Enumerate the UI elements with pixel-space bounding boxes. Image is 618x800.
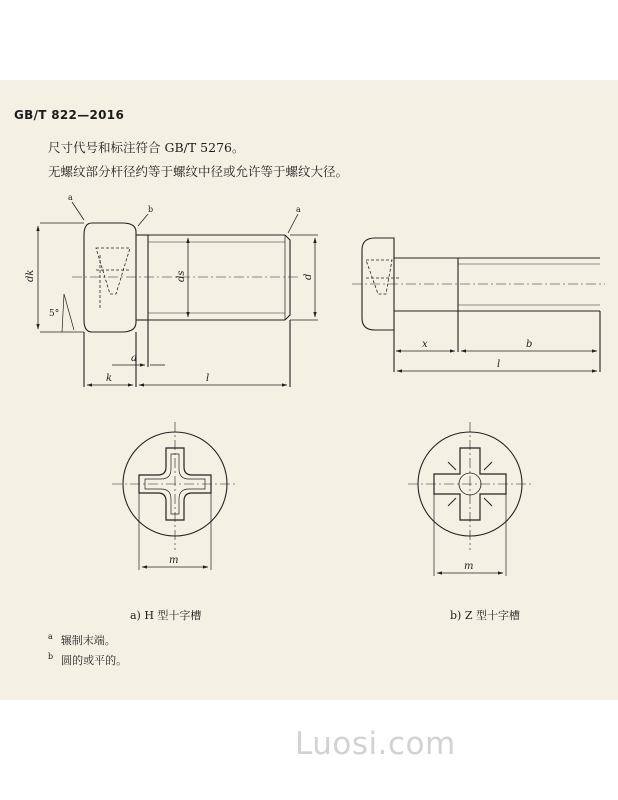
caption-z-type: b) Z 型十字槽 xyxy=(450,609,520,622)
footnote-marker: b xyxy=(48,652,54,662)
footnote-text: 圆的或平的。 xyxy=(61,654,128,667)
side-view-left xyxy=(38,202,318,387)
label-angle: 5° xyxy=(49,309,60,319)
label-x: x xyxy=(422,339,428,350)
caption-h-type: a) H 型十字槽 xyxy=(130,609,202,622)
label-dk: dk xyxy=(25,269,36,282)
paragraph-shank-diameter: 无螺纹部分杆径约等于螺纹中径或允许等于螺纹大径。 xyxy=(48,164,349,179)
label-ds: ds xyxy=(176,270,187,282)
label-b: b xyxy=(526,339,533,350)
top-view-z-type xyxy=(408,422,532,576)
paragraph-dimension-notation: 尺寸代号和标注符合 GB/T 5276。 xyxy=(48,140,245,155)
label-note-a-end: a xyxy=(296,205,301,214)
screw-technical-drawing xyxy=(0,80,618,700)
footnote-text: 辗制末端。 xyxy=(60,634,116,647)
footnote-marker: a xyxy=(48,632,53,642)
label-m-left: m xyxy=(169,555,179,566)
label-m-right: m xyxy=(464,561,474,572)
label-d: d xyxy=(303,273,314,280)
standard-number: GB/T 822—2016 xyxy=(14,108,125,122)
footnote-a xyxy=(48,632,116,648)
label-k: k xyxy=(106,373,113,384)
label-a: a xyxy=(131,353,137,364)
top-view-h-type xyxy=(112,422,238,570)
side-view-right xyxy=(352,238,605,372)
label-note-a: a xyxy=(68,193,73,202)
footnote-b xyxy=(48,652,127,668)
label-l-right: l xyxy=(497,359,501,370)
watermark: Luosi.com xyxy=(295,726,456,762)
document-page xyxy=(0,80,618,700)
label-note-b: b xyxy=(148,205,154,214)
label-l-left: l xyxy=(206,373,210,384)
